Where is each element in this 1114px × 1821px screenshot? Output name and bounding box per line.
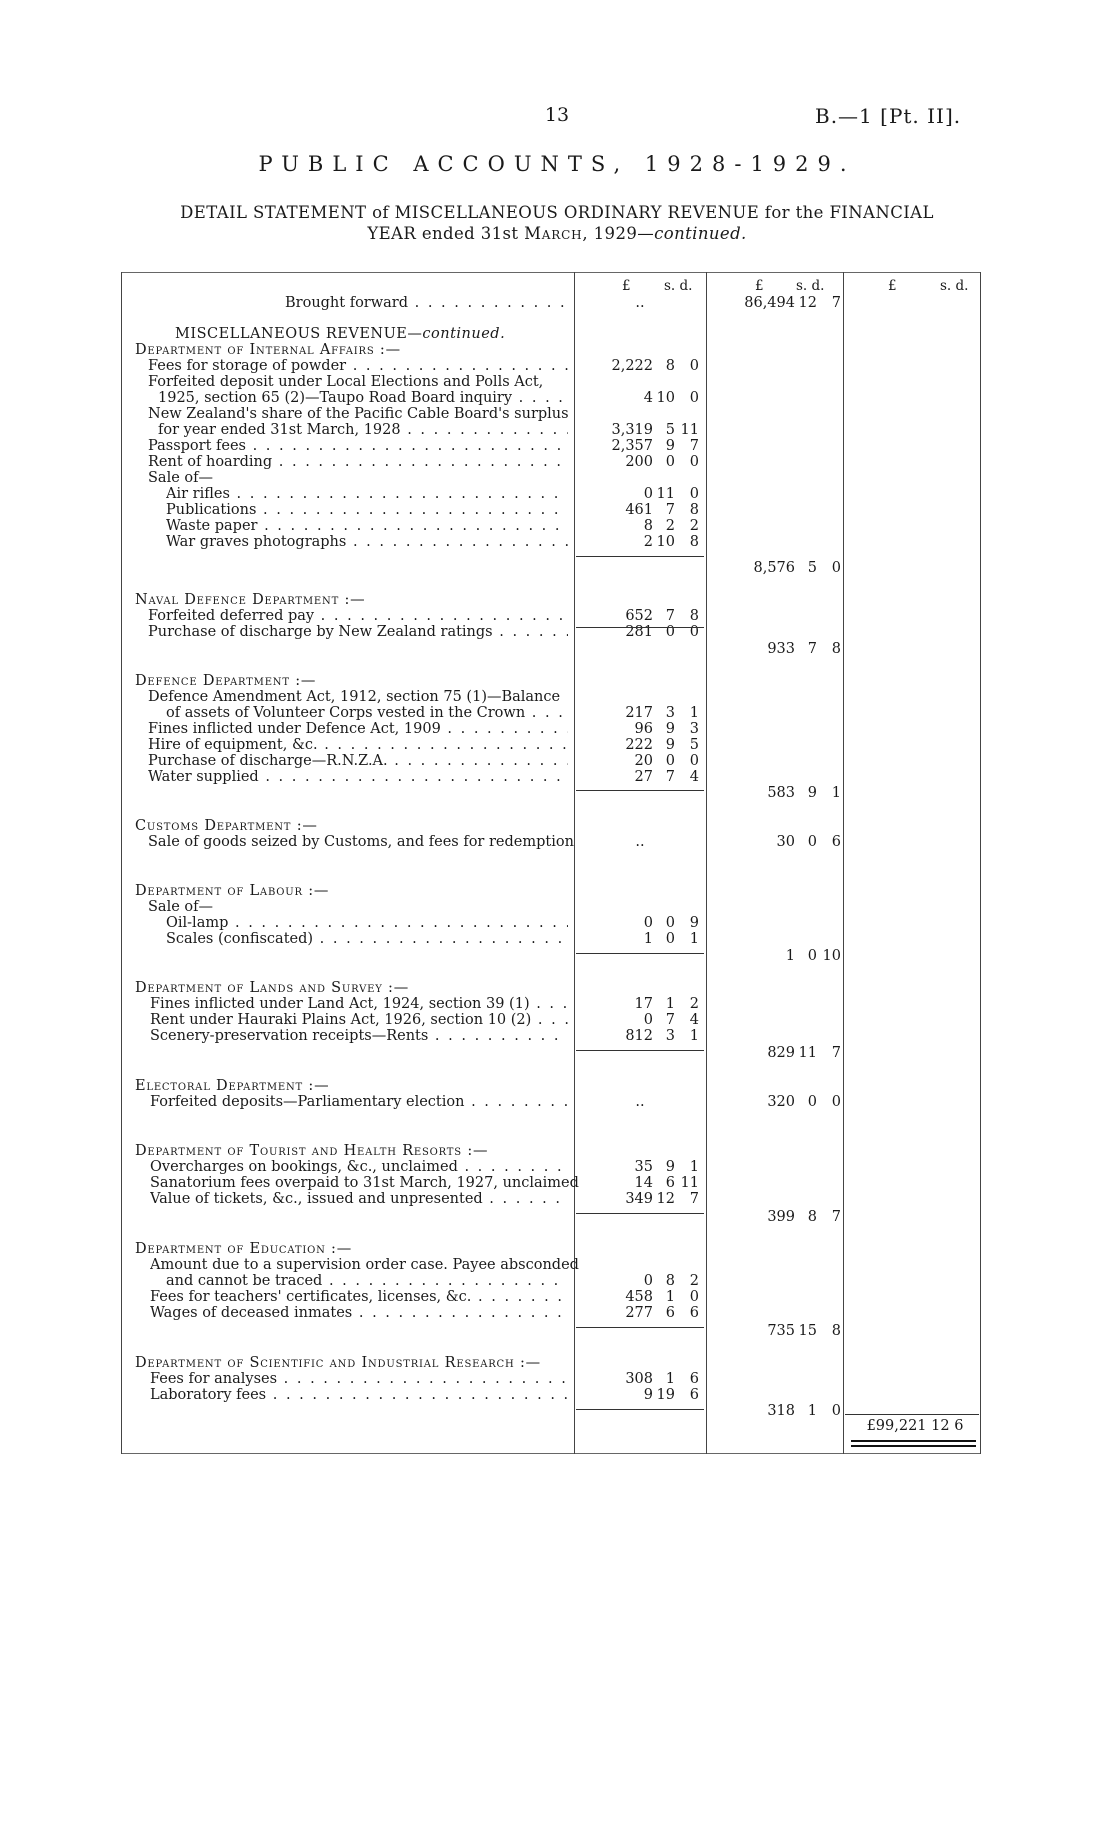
dept-total-row [0,948,1114,965]
table-row [0,915,1114,932]
dept-total: 735 15 8 [767,1323,841,1339]
brought-forward-label: Brought forward . . [285,295,567,312]
table-row [0,1305,1114,1322]
dept-total: 318 1 0 [767,1403,841,1419]
table-row [0,1289,1114,1306]
dept-heading-label: Department of Labour :— [135,883,330,899]
section-heading: MISCELLANEOUS REVENUE—continued. [175,326,506,342]
grand-total-double-rule-bottom [851,1445,976,1447]
table-row [0,1191,1114,1208]
dept-heading [0,1143,1114,1160]
table-row [0,1257,1114,1274]
row-amount: 1 0 1 [643,931,699,947]
table-row [0,486,1114,503]
table-row [0,769,1114,786]
row-amount: 4 10 0 [643,390,699,406]
dept-total-row [0,1045,1114,1062]
table-row [0,624,1114,641]
row-label: 1925, section 65 (2)—Taupo Road Board inquiry . . [158,390,568,407]
table-row [0,470,1114,487]
row-amount: 14 6 11 [634,1175,699,1191]
subtitle-line-1: DETAIL STATEMENT of MISCELLANEOUS ORDINARY REVENUE for the FINANCIAL [180,203,934,222]
row-amount: 17 1 2 [634,996,699,1012]
row-amount: 0 0 9 [643,915,699,931]
dept-heading-label: Department of Internal Affairs :— [135,342,401,358]
table-row [0,737,1114,754]
subtotal-rule [576,556,704,557]
row-label: Rent of hoarding . . [148,454,568,471]
dept-heading [0,673,1114,690]
table-row [0,689,1114,706]
brought-forward-amount: 86,494 12 7 [744,295,841,311]
row-amount: 8 2 2 [643,518,699,534]
subtitle-text: YEAR ended 31st [367,224,525,243]
dept-heading-label: Department of Scientific and Industrial Research :— [135,1355,541,1371]
table-row [0,390,1114,407]
page-title: PUBLIC ACCOUNTS, 1928-1929. [258,152,856,176]
col2-unit-sd: s. d. [796,278,825,294]
row-label: Laboratory fees . . [150,1387,568,1404]
dept-total-row [0,641,1114,658]
dept-heading [0,342,1114,359]
row-amount: 308 1 6 [625,1371,699,1387]
dept-total: 829 11 7 [767,1045,841,1061]
dept-heading [0,1241,1114,1258]
dept-heading-label: Defence Department :— [135,673,317,689]
row-label: Rent under Hauraki Plains Act, 1926, section 10 (2) . . [150,1012,568,1029]
table-row [0,454,1114,471]
row-amount: 2,357 9 7 [611,438,699,454]
row-amount: 812 3 1 [625,1028,699,1044]
dept-heading [0,980,1114,997]
table-row [0,374,1114,391]
table-row [0,502,1114,519]
row-label: Hire of equipment, &c. . . [148,737,568,754]
col2-unit-pound: £ [755,278,764,294]
row-amount: 2,222 8 0 [611,358,699,374]
row-amount: 277 6 6 [625,1305,699,1321]
row-label: Amount due to a supervision order case. Payee absconded [150,1257,579,1273]
dept-heading-label: Customs Department :— [135,818,318,834]
row-label: Purchase of discharge—R.N.Z.A. . . [148,753,568,770]
row-label: Waste paper . . [166,518,568,535]
table-row [0,1371,1114,1388]
dept-heading [0,818,1114,835]
col3-unit-sd: s. d. [940,278,969,294]
row-amount: 20 0 0 [634,753,699,769]
dept-total-row [0,785,1114,802]
table-row [0,721,1114,738]
row-label: Fines inflicted under Defence Act, 1909 . . [148,721,568,738]
dept-total-row [0,1209,1114,1226]
row-label: Fees for storage of powder . . [148,358,568,375]
row-label: Forfeited deposit under Local Elections and Polls Act, [148,374,544,390]
table-row [0,358,1114,375]
row-label: Passport fees . . [148,438,568,455]
subtotal-rule [576,627,704,628]
row-label: Wages of deceased inmates . . [150,1305,568,1322]
row-amount: 458 1 0 [625,1289,699,1305]
row-label: Purchase of discharge by New Zealand ratings . . [148,624,568,641]
subtitle-continued: continued. [654,224,747,243]
row-amount: 0 11 0 [643,486,699,502]
table-row [0,705,1114,722]
row-label: Water supplied . . [148,769,568,786]
table-row [0,534,1114,551]
dept-heading [0,1355,1114,1372]
row-amount: 652 7 8 [625,608,699,624]
row-label: Air rifles . . [166,486,568,503]
row-label: Fines inflicted under Land Act, 1924, section 39 (1) . . [150,996,568,1013]
row-label: of assets of Volunteer Corps vested in the Crown . . [166,705,568,722]
grand-total-rule [845,1414,979,1415]
table-row [0,899,1114,916]
row-label: New Zealand's share of the Pacific Cable Board's surplus [148,406,569,422]
row-label: Defence Amendment Act, 1912, section 75 (1)—Balance [148,689,561,705]
table-row [0,1273,1114,1290]
row-amount: 0 7 4 [643,1012,699,1028]
dept-total-row [0,1323,1114,1340]
table-row [0,438,1114,455]
table-row [0,753,1114,770]
row-label: Forfeited deferred pay . . [148,608,568,625]
table-row [0,1175,1114,1192]
row-label: Forfeited deposits—Parliamentary election . . [150,1094,568,1111]
row-label: Sale of— [148,470,214,486]
row-label: Sale of goods seized by Customs, and fees for redemption [148,834,574,850]
row-label: and cannot be traced . . [166,1273,568,1290]
row-amount: 349 12 7 [625,1191,699,1207]
row-amount: 35 9 1 [634,1159,699,1175]
table-row [0,996,1114,1013]
row-amount: 217 3 1 [625,705,699,721]
table-row [0,931,1114,948]
row-label: Oil-lamp . . [166,915,568,932]
brought-forward-col1: .. [635,295,645,311]
dept-total: 320 0 0 [767,1094,841,1110]
dept-total: 583 9 1 [767,785,841,801]
dept-heading-label: Department of Tourist and Health Resorts :— [135,1143,489,1159]
row-label: for year ended 31st March, 1928 . . [158,422,568,439]
dept-heading [0,883,1114,900]
table-row [0,1012,1114,1029]
grand-total: £99,221 12 6 [866,1418,964,1434]
grand-total-double-rule-top [851,1440,976,1442]
row-label: Scales (confiscated) . . [166,931,568,948]
row-amount: 0 8 2 [643,1273,699,1289]
dept-total: 399 8 7 [767,1209,841,1225]
dept-heading-label: Naval Defence Department :— [135,592,366,608]
dept-total: 933 7 8 [767,641,841,657]
subtitle-year: , 1929— [582,224,655,243]
table-row [0,1028,1114,1045]
row-label: Publications . . [166,502,568,519]
table-row [0,422,1114,439]
dept-total: 8,576 5 0 [753,560,841,576]
page-number: 13 [544,104,570,126]
row-amount: .. [635,1094,645,1110]
brought-forward-row [0,295,1114,312]
row-label: Scenery-preservation receipts—Rents . . [150,1028,568,1045]
row-label: War graves photographs . . [166,534,568,551]
col1-unit-sd: s. d. [664,278,693,294]
col3-unit-pound: £ [888,278,897,294]
row-amount: 200 0 0 [625,454,699,470]
row-label: Sale of— [148,899,214,915]
row-amount: 3,319 5 11 [611,422,699,438]
row-amount: 461 7 8 [625,502,699,518]
table-row [0,834,1114,851]
row-label: Fees for teachers' certificates, licenses, &c. . . [150,1289,568,1306]
subtitle-month: March [524,224,583,243]
row-label: Fees for analyses . . [150,1371,568,1388]
dept-heading-label: Electoral Department :— [135,1078,330,1094]
subtitle-line-2 [100,223,1014,244]
col1-unit-pound: £ [622,278,631,294]
dept-total: 1 0 10 [785,948,841,964]
table-row [0,1159,1114,1176]
table-row [0,608,1114,625]
row-amount: .. [635,834,645,850]
row-amount: 96 9 3 [634,721,699,737]
dept-heading-label: Department of Education :— [135,1241,353,1257]
row-amount: 9 19 6 [643,1387,699,1403]
row-amount: 27 7 4 [634,769,699,785]
dept-heading [0,1078,1114,1095]
dept-heading [0,592,1114,609]
row-label: Overcharges on bookings, &c., unclaimed . . [150,1159,568,1176]
row-amount: 222 9 5 [625,737,699,753]
section-heading-row [0,326,1114,343]
row-amount: 281 0 0 [625,624,699,640]
table-row [0,1094,1114,1111]
document-reference: B.—1 [Pt. II]. [815,104,962,128]
row-label: Sanatorium fees overpaid to 31st March, 1927, unclaimed [150,1175,579,1191]
dept-total-row [0,560,1114,577]
statement-subtitle [100,202,1014,244]
row-label: Value of tickets, &c., issued and unpresented . . [150,1191,568,1208]
table-row [0,518,1114,535]
dept-total: 30 0 6 [776,834,841,850]
row-amount: 2 10 8 [643,534,699,550]
table-row [0,1387,1114,1404]
table-row [0,406,1114,423]
dept-heading-label: Department of Lands and Survey :— [135,980,410,996]
